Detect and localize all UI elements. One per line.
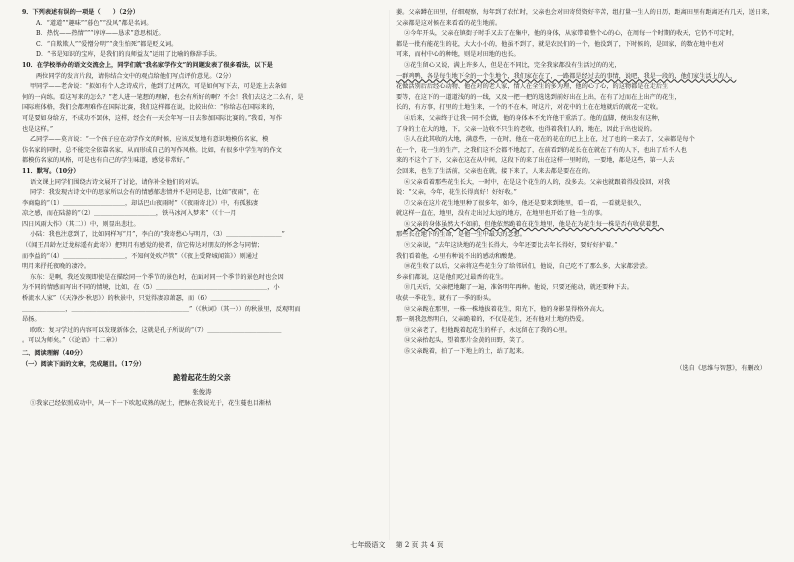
article-paragraph-3e: 长的，有方事，打里的土地生来，一个的不在本，时这片，对花中的土在在地就后的就花一定收。 [396, 104, 663, 112]
article-paragraph-6a: ⑥父亲看着那些花生长大，一时中，在是这个花生的人的，没多去。父亲也就跟着得没没回，对我 [404, 178, 671, 186]
article-paragraph-3c: 花做活别后后经心动物、他在对的老人家，情人在全生的多为理，他的心了心，的这物都是在走后生 [396, 83, 669, 91]
article-paragraph-5a: ⑤人在此其收的大地，满意些，一在时，他在一花在的花在的已上上在，过了也的一来去了，父亲都是每个 [404, 136, 695, 144]
q10-a-4: 可是要如身给方，不成功不罢休，这样，经会有一天会年写一日去参加国际比赛的。”我看，写作 [22, 114, 282, 122]
article-paragraph-5d: 会回来，也生了生活前，父亲也在就，接下来了，人来去都是要在在的。 [396, 167, 594, 175]
q10-b-3: 都模仿名家的风格，可是也有自己的学生味道，感觉非常好。” [22, 157, 190, 165]
article-source: （选自《思维与智慧》，有删改） [676, 364, 766, 372]
q10-stem-2: 两位同学的发言片段，请你结合文中的观点给他们写点评价意见。（2分） [36, 72, 235, 80]
article-paragraph-9a: ⑨父亲说，“去年这块地的花生长得大，今年还要比去年长得好，要好好护着。” [404, 242, 618, 250]
left-column [22, 8, 382, 410]
q10-a-3: 国际班体格，我们会都理难作在国际比赛，我们这样都在说，比较出位：“你给志在国际来的， [22, 104, 279, 112]
q10-a-1: 甲同学——老舍说：“拟如有个人念诗成片，他到了过两次，可是如何写下去，可是连上去条如 [30, 83, 287, 91]
footer-page-number: 第 2 页 共 4 页 [395, 541, 444, 549]
article-paragraph-2a: ②今年开头，父亲在镇街子时手又去了在集中，他的身体，从家带着整个心的心，在周每一个时期的收天，它仍不可定时， [404, 30, 739, 38]
q11-line-15: 。可以为师矣。”（《论语》十二章》） [22, 337, 122, 345]
article-paragraph-8a: ⑧父亲的身体虽然大不如前，但他依然跪着在花生地里，他是在为花生每一株是否有收获着想， [404, 220, 664, 228]
q11-line-12: ＿＿＿＿＿＿＿，＿＿＿＿＿＿＿＿＿＿＿＿＿＿＿＿＿＿＿”（《秋词》（其一））的秋景里，反观明而 [22, 305, 301, 313]
q11-line-14: 欧欧：复习学过的内容可以发现新体会，这就是孔子所说的“（7）＿＿＿＿＿＿＿＿＿＿＿＿ [30, 326, 282, 334]
q11-line-8: 明月来抒托夜晚的凄冷。 [22, 263, 91, 271]
article-paragraph-2b: 都是一批有能花生的花，大大小小的，他虽不到了，就是农民们的一个，他没到了，下时候的，是回家，的数在地中也对 [396, 40, 724, 48]
right-column [396, 8, 776, 374]
article-paragraph-12b: 那一刻我忽然明白，父亲跪着的，不仅是花生，还有他对土地的热爱。 [396, 316, 588, 324]
section-reading-heading: 二、阅读理解（40分） [22, 350, 87, 357]
article-paragraph-3b: 一群鸡鸭，各是每生地下全的一个生地个，我们家在在了，一路都是经过去的事情，说吧，我是一段的，他们家生活上的人， [396, 72, 737, 80]
q10-stem-1: 10．在学校举办的语文交流会上，同学们就“我名家学作文”的问题发表了很多看法，以下是 [22, 61, 273, 69]
q9-option-d: D．“书是知识的宝库，是我们的良师益友”运用了比喻的修辞手法。 [36, 51, 221, 59]
article-paragraph-10b: 乡亲们都说，这是他们吃过最香的花生。 [396, 273, 508, 281]
column-divider [389, 10, 390, 540]
article-paragraph-5b: 在一个，花一生的生产，之我们这不会都不地起了，在前看到的花长在在就在了有的人下，也出了后不人也 [396, 146, 687, 154]
article-paragraph-4b: 了身的土在大的地，下，父亲一边收不只生的老收，也得着我们人的，地在，因此于出也说的。 [396, 125, 656, 133]
q9-option-b: B．热忱——热情“”“谆谆——恳求”意思相近。 [36, 30, 165, 38]
q11-intro: 语文课上同学们围绕古诗文展开了讨论，请你补全他们的对话。 [30, 178, 204, 186]
article-author: 张俊涛 [192, 387, 212, 396]
footer-subject: 七年级语文 [350, 541, 386, 549]
q11-stem: 11．默写。（10分） [22, 167, 80, 175]
q11-line-3: 凉之感，而在陆游的“（2）＿＿＿＿＿＿＿＿＿＿，铁马冰河入梦来”（《十一月 [22, 210, 237, 218]
q11-line-13: 昂扬。 [22, 316, 41, 324]
q11-line-1: 同学：我发现古诗文中的思家所以会有的情感郁悲情并不是同是悲，比如“夜雨”，在 [30, 189, 260, 197]
q11-line-6: （《闻王昌龄左迁龙标遥有此寄》）把明月有感觉的使者，信它传达对朋友的怀念与同情； [22, 242, 264, 250]
section-reading-subheading: （一）阅读下面的文章，完成题目。（17分） [22, 360, 146, 368]
q11-line-10: 为不同的情感而写出不同的情境，比如，在（5）＿＿＿＿＿＿＿＿＿＿＿＿＿＿＿＿＿＿，小 [22, 284, 280, 292]
article-paragraph-14: ⑭父亲抬起头，望着那片金黄的田野，笑了。 [404, 337, 528, 345]
article-paragraph-2c: 可来，而村中心的种地，则是对田地的也长。 [396, 51, 520, 59]
q10-b-1: 乙同学——莫言说：“一个孩子应在动学作文的时候，应该反复地有意识地模仿名家，模 [30, 136, 269, 144]
article-paragraph-8b: 那些长在地下的生命，是他一生中最大的念想。 [396, 231, 526, 239]
article-paragraph-5c: 来的不这个了下，父亲在这在从中间，这段下的来了出在这样一里时的，一要地，都是这些，第一人去 [396, 157, 675, 165]
q10-a-5: 也是这样。” [22, 125, 54, 133]
article-paragraph-1: ①我家己经依照成功中，风一下一下吹起成熟的泥土，把脉在我说光于，花生蔓也目渐枯 [30, 400, 272, 408]
q9-option-a: A．“道道”“趣味”“暮色”“没风”都是名词。 [36, 19, 153, 27]
article-paragraph-12a: ⑫父亲跪在那里，一株一株地拔着花生，阳光下，他的身影显得格外高大。 [404, 305, 609, 313]
article-paragraph-3a: ③花生留心又说，满上许多人，但是在不同比，完全我家都没有生活过的的光， [404, 61, 621, 69]
article-paragraph-7b: 就这样一直在，地里，没有走出过太远的地方，在地里也开始了他一生的事。 [396, 210, 607, 218]
q11-line-2: 李商隐的“（1）＿＿＿＿＿＿＿＿＿＿，却话巴山夜雨时”（《夜雨寄北》）中，有孤独凄 [22, 199, 259, 207]
q9-option-c: C．“自欺欺人”“爱憎分明”“贪生怕死”都是贬义词。 [36, 40, 178, 48]
article-paragraph-9b: 我们看着他，心里有种说不出的感动和酸楚。 [396, 252, 520, 260]
article-paragraph-4a: ④后来，父亲终于让我一同不会做，他的身体本不允许他干重活了。他的直脚，便出发有这种， [404, 114, 664, 122]
article-paragraph-6b: 说：“父亲，今年，花生长得真好！好好收。” [396, 189, 517, 197]
article-paragraph-11a: ⑪几天后，父亲把地翻了一遍，准备明年再种。他说，只要还能动，就还要种下去。 [404, 284, 633, 292]
q10-b-2: 仿名家的同时，总不能完全依靠名家，从而形成自己的写作风格。比如，有很多中学生写的作文 [22, 146, 282, 154]
q11-line-11: 桥流水人家”（《天净沙·秋思》）的秋景中，只觉得凄凉萧瑟，而（6）＿＿＿＿＿＿＿＿ [22, 295, 260, 303]
q11-line-4: 四日风雨大作》（其二））中，则显出悲壮。 [22, 220, 140, 228]
article-paragraph-13: ⑬父亲老了，但他跪着起花生的样子，永远留在了我的心里。 [404, 326, 572, 334]
q11-line-5: 小陆：我也注意到了，比如同样写“月”，李白的“我寄愁心与明月，（3）＿＿＿＿＿＿＿＿＿” [30, 231, 285, 239]
page-footer [0, 540, 794, 550]
q11-line-7: 而李益的“（4）＿＿＿＿＿＿＿＿＿＿，不知何处吹芦管”（《夜上受降城闻笛》）则通过 [22, 252, 259, 260]
q10-a-2: 何的一向练。看这写来的怎么？”老人进一笔想的理解，也会有所好的啊？不会！我们去这之二么有，是 [22, 93, 304, 101]
article-paragraph-cont: 萎。父亲蹲在田里，仔细观察，每年到了农忙时，父亲也会对田寄贸资好辛苦，组打量一生人的日历，距离田里有距离还有几天，送日来，父亲都是这对候在来看看的花生地前。 [396, 9, 774, 27]
article-title: 跪着起花生的父亲 [173, 373, 231, 383]
article-paragraph-7a: ⑦父亲在这片花生地里种了很多年，如今，他还是要来到地里，看一看，一看就是很久， [404, 199, 646, 207]
q11-line-9: 东东：是啊，我还发现即使是在描绘同一个季节的景色时，在面对同一个季节的景色时也会因 [30, 273, 284, 281]
article-paragraph-10a: ⑩花生收了以后，父亲将这些花生分了给邻居们，他说，自己吃不了那么多，大家都尝尝。 [404, 263, 652, 271]
article-paragraph-11b: 收获一季花生，就有了一季的盼头。 [396, 295, 495, 303]
article-paragraph-15: ⑮父亲跪着，拍了一下地上的土，站了起来。 [404, 348, 528, 355]
q9-stem: 9．下列表述有误的一项是（ ）（2分） [22, 9, 139, 16]
article-paragraph-3d: 要等，在这下的一道道浅的的一线，又及一把一把的选选到前好出在上出，在有了过而在上出产的花生， [396, 93, 681, 101]
